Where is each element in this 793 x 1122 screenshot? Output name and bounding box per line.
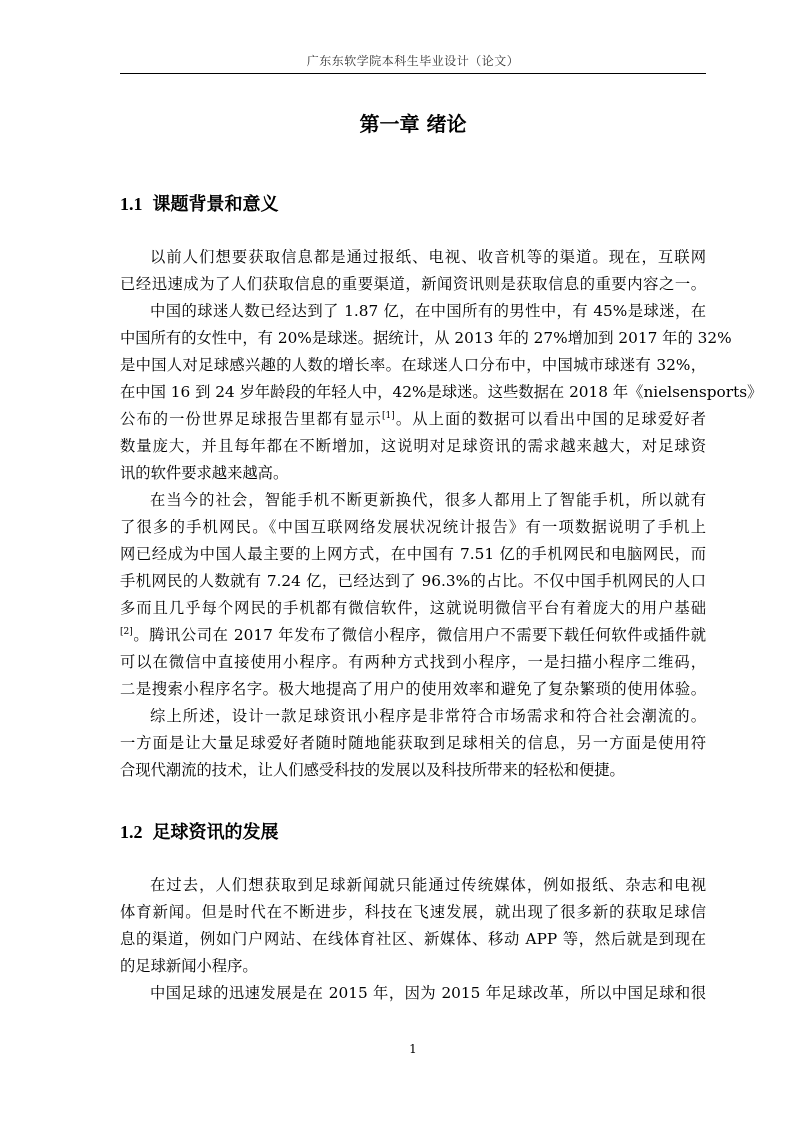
- citation-ref[interactable]: [2]: [120, 627, 133, 637]
- paragraph-line: 体育新闻。但是时代在不断进步，科技在飞速发展，就出现了很多新的获取足球信: [120, 903, 706, 921]
- paragraph-line: 的足球新闻小程序。: [120, 957, 258, 975]
- section-number: 1.2: [120, 822, 143, 842]
- chapter-title: 第一章 绪论: [359, 112, 467, 136]
- paragraph-line: 合现代潮流的技术，让人们感受科技的发展以及科技所带来的轻松和便捷。: [120, 761, 625, 779]
- paragraph-line: 手机网民的人数就有 7.24 亿，已经达到了 96.3%的占比。不仅中国手机网民的人口: [120, 572, 706, 590]
- section-heading-1-1: [120, 190, 706, 216]
- paragraph-line: 网已经成为中国人最主要的上网方式，在中国有 7.51 亿的手机网民和电脑网民，而: [120, 545, 706, 563]
- paragraph-line: 在中国 16 到 24 岁年龄段的年轻人中，42%是球迷。这些数据在 2018 年《nielsensports》: [120, 383, 763, 401]
- paragraph-line: 息的渠道，例如门户网站、在线体育社区、新媒体、移动 APP 等，然后就是到现在: [120, 930, 706, 948]
- line-text: 。腾讯公司在 2017 年发布了微信小程序，微信用户不需要下载任何软件或插件就: [132, 626, 706, 644]
- paragraph-line: 已经迅速成为了人们获取信息的重要渠道，新闻资讯则是获取信息的重要内容之一。: [120, 275, 706, 293]
- running-header: 广东东软学院本科生毕业设计（论文）: [306, 54, 520, 68]
- paragraph-line: 是中国人对足球感兴趣的人数的增长率。在球迷人口分布中，中国城市球迷有 32%，: [120, 356, 706, 374]
- paragraph-line: 可以在微信中直接使用小程序。有两种方式找到小程序，一是扫描小程序二维码，: [120, 653, 706, 671]
- paragraph-line: 综上所述，设计一款足球资讯小程序是非常符合市场需求和符合社会潮流的。: [150, 707, 706, 725]
- paragraph-line: 二是搜索小程序名字。极大地提高了用户的使用效率和避免了复杂繁琐的使用体验。: [120, 680, 706, 698]
- paragraph-line: 一方面是让大量足球爱好者随时随地能获取到足球相关的信息，另一方面是使用符: [120, 734, 706, 752]
- line-text: 公布的一份世界足球报告里都有显示: [120, 410, 383, 428]
- paragraph-line: 中国的球迷人数已经达到了 1.87 亿，在中国所有的男性中，有 45%是球迷，在: [150, 302, 706, 320]
- paragraph-line: 在过去，人们想获取到足球新闻就只能通过传统媒体，例如报纸、杂志和电视: [150, 876, 706, 894]
- paragraph-line: [120, 622, 706, 649]
- header-rule: [120, 73, 706, 74]
- paragraph-line: [120, 406, 706, 433]
- paragraph-line: 了很多的手机网民。《中国互联网络发展状况统计报告》有一项数据说明了手机上: [120, 518, 706, 536]
- paragraph-line: 数量庞大，并且每年都在不断增加，这说明对足球资讯的需求越来越大，对足球资: [120, 437, 706, 455]
- section-title: 课题背景和意义: [152, 194, 279, 215]
- paragraph-line: 在当今的社会，智能手机不断更新换代，很多人都用上了智能手机，所以就有: [150, 491, 706, 509]
- paragraph-line: 中国足球的迅速发展是在 2015 年，因为 2015 年足球改革，所以中国足球和很: [150, 984, 706, 1002]
- section-title: 足球资讯的发展: [152, 822, 279, 843]
- section-heading-1-2: [120, 818, 706, 844]
- paragraph-line: 中国所有的女性中，有 20%是球迷。据统计，从 2013 年的 27%增加到 2017 年的 32%: [120, 329, 732, 347]
- paragraph-line: 讯的软件要求越来越高。: [120, 464, 289, 482]
- paragraph-line: 以前人们想要获取信息都是通过报纸、电视、收音机等的渠道。现在，互联网: [150, 248, 706, 266]
- page-number: 1: [409, 1042, 417, 1056]
- line-text: 。从上面的数据可以看出中国的足球爱好者: [394, 410, 706, 428]
- section-number: 1.1: [120, 194, 143, 214]
- paragraph-line: 多而且几乎每个网民的手机都有微信软件，这就说明微信平台有着庞大的用户基础: [120, 599, 706, 617]
- citation-ref[interactable]: [1]: [382, 411, 395, 421]
